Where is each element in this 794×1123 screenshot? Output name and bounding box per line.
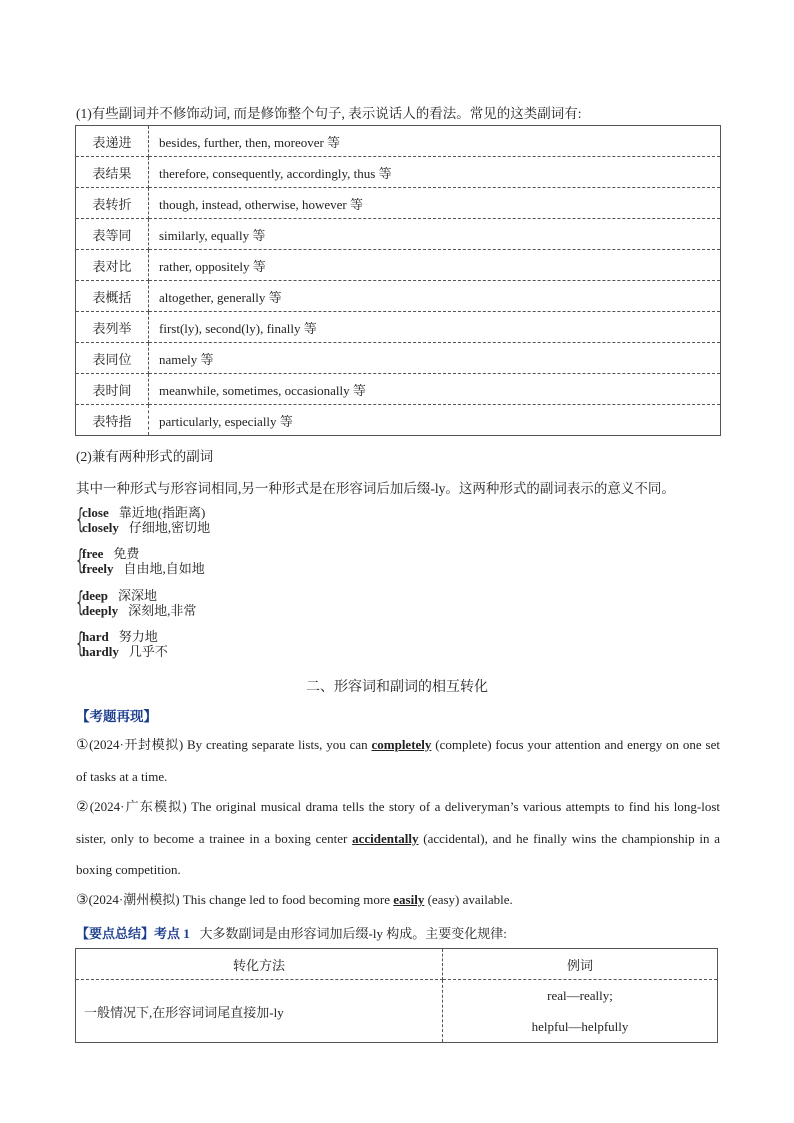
- answer: completely: [371, 737, 432, 752]
- pair-word: hard: [82, 629, 109, 644]
- example-cell: [443, 980, 718, 1043]
- question-3: [76, 884, 720, 916]
- table-row: [76, 312, 721, 343]
- brace-icon: {: [76, 626, 85, 659]
- pair-meaning: 免费: [113, 546, 140, 561]
- adverb-category: 表对比: [76, 250, 149, 281]
- section2-note: 其中一种形式与形容词相同,另一种形式是在形容词后加后缀-ly。这两种形式的副词表示的意义不同。: [76, 481, 675, 496]
- adverb-examples: similarly, equally 等: [149, 219, 721, 250]
- adverb-category: 表列举: [76, 312, 149, 343]
- adverb-examples: namely 等: [149, 343, 721, 374]
- answer: easily: [393, 892, 425, 907]
- pair-word: freely: [82, 561, 114, 576]
- adverb-category: 表时间: [76, 374, 149, 405]
- pair-meaning: 仔细地,密切地: [128, 520, 211, 535]
- pair-row: [76, 505, 376, 520]
- adverb-category: 表同位: [76, 343, 149, 374]
- table-header-example: 例词: [443, 949, 718, 980]
- adverb-pair: [76, 626, 376, 659]
- table-row: [76, 219, 721, 250]
- summary-tag: 【要点总结】考点 1: [76, 926, 190, 941]
- adverb-pair: [76, 502, 376, 535]
- pair-word: deep: [82, 588, 108, 603]
- question-2: [76, 791, 720, 885]
- table-row: [76, 281, 721, 312]
- table-row: [76, 250, 721, 281]
- question-text: (complete) focus your attention and energy on one set of tasks at a time.: [76, 737, 720, 784]
- table-row: [76, 343, 721, 374]
- pair-meaning: 深刻地,非常: [128, 603, 197, 618]
- table-row: [76, 157, 721, 188]
- example-line: real—really;: [547, 988, 613, 1003]
- adverb-category: 表递进: [76, 126, 149, 157]
- pair-meaning: 深深地: [118, 588, 158, 603]
- kaoti-label: 【考题再现】: [76, 709, 157, 724]
- pair-word: deeply: [82, 603, 119, 618]
- adverb-category: 表转折: [76, 188, 149, 219]
- pair-word: hardly: [82, 644, 119, 659]
- method-cell: 一般情况下,在形容词词尾直接加-ly: [76, 980, 443, 1043]
- answer: accidentally: [352, 831, 419, 846]
- pair-row: [76, 603, 376, 618]
- table-header-method: 转化方法: [76, 949, 443, 980]
- pair-row: [76, 629, 376, 644]
- table-row: [76, 374, 721, 405]
- pair-word: closely: [82, 520, 119, 535]
- summary-text: 大多数副词是由形容词加后缀-ly 构成。主要变化规律:: [199, 926, 507, 941]
- question-text: (accidental), and he finally wins the championship in a boxing competition.: [76, 831, 721, 877]
- adverb-pair: [76, 585, 376, 618]
- adverb-examples: particularly, especially 等: [159, 413, 293, 429]
- pair-row: [76, 588, 376, 603]
- question-number: ①: [76, 737, 90, 753]
- brace-icon: {: [76, 502, 85, 535]
- question-text: (easy) available.: [424, 892, 513, 907]
- adverb-category: 表特指: [76, 405, 149, 436]
- pair-row: [76, 561, 376, 576]
- intro-text: (1)有些副词并不修饰动词, 而是修饰整个句子, 表示说话人的看法。常见的这类副词有:: [76, 106, 582, 121]
- pair-meaning: 自由地,自如地: [123, 561, 205, 576]
- adverb-examples: first(ly), second(ly), finally 等: [149, 312, 721, 343]
- example-line: helpful—helpfully: [531, 1019, 629, 1034]
- pair-meaning: 靠近地(指距离): [118, 505, 206, 520]
- adverb-category: 表结果: [76, 157, 149, 188]
- table-row: [76, 126, 721, 157]
- pair-row: [76, 546, 376, 561]
- adverb-category: 表概括: [76, 281, 149, 312]
- conversion-table: [75, 948, 718, 1043]
- section-heading: 二、形容词和副词的相互转化: [306, 680, 488, 695]
- question-number: ③: [76, 892, 89, 908]
- table-row: [76, 405, 721, 436]
- summary-line: [76, 923, 507, 942]
- question-text: (2024·潮州模拟) This change led to food becoming more: [88, 892, 394, 907]
- adverb-examples: altogether, generally 等: [149, 281, 721, 312]
- adverb-examples: meanwhile, sometimes, occasionally 等: [149, 374, 721, 405]
- sentence-adverb-table: [75, 125, 721, 436]
- adverb-examples: rather, oppositely 等: [149, 250, 721, 281]
- adverb-examples: besides, further, then, moreover 等: [149, 126, 721, 157]
- table-row: [76, 188, 721, 219]
- question-text: (2024·开封模拟) By creating separate lists, you can: [89, 737, 372, 752]
- adverb-examples: therefore, consequently, accordingly, thus 等: [149, 157, 721, 188]
- brace-icon: {: [76, 585, 85, 618]
- pair-meaning: 努力地: [118, 629, 158, 644]
- question-1: [76, 729, 720, 792]
- pair-meaning: 几乎不: [128, 644, 168, 659]
- pair-row: [76, 644, 376, 659]
- adverb-pair: [76, 543, 376, 576]
- pair-word: close: [82, 505, 109, 520]
- section2-title: (2)兼有两种形式的副词: [76, 449, 214, 464]
- brace-icon: {: [76, 543, 85, 576]
- pair-word: free: [82, 546, 104, 561]
- question-number: ②: [76, 799, 90, 815]
- pair-row: [76, 520, 376, 535]
- question-text: (2024·广东模拟) The original musical drama tells the story of a deliveryman’s various attempts to find his long-lost sister, only to become a trainee in a boxing center: [76, 799, 720, 846]
- adverb-category: 表等同: [76, 219, 149, 250]
- adverb-examples: though, instead, otherwise, however 等: [149, 188, 721, 219]
